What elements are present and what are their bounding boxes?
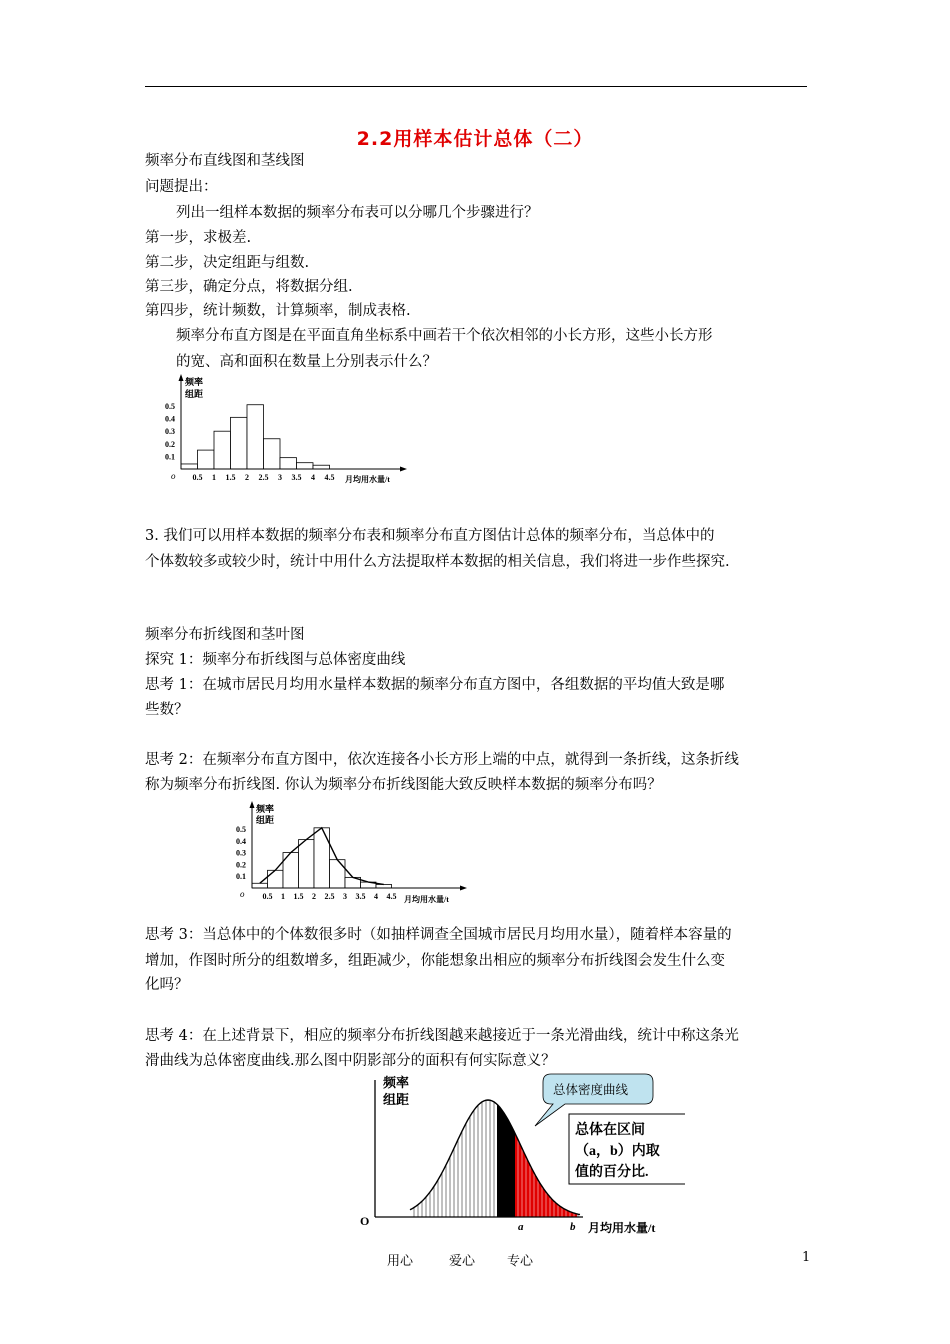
text-line: 频率分布折线图和茎叶图 (145, 627, 305, 643)
x-axis-arrow (460, 886, 467, 891)
histogram-bar (214, 431, 231, 469)
text-line: 频率分布直线图和茎线图 (145, 153, 305, 169)
footer-text: 用心 (387, 1254, 414, 1269)
x-axis-arrow (400, 467, 407, 472)
x-tick-label: 3 (343, 892, 347, 901)
text-line: 第四步，统计频数，计算频率，制成表格. (145, 303, 411, 319)
frequency-polygon-chart (226, 798, 476, 910)
histogram-bar (268, 870, 284, 888)
y-tick-label: 0.2 (165, 439, 175, 449)
histogram-bar (264, 439, 281, 469)
x-tick-label: 3.5 (291, 473, 302, 482)
y-tick-label: 0.2 (236, 860, 246, 870)
histogram-bar (297, 463, 314, 469)
y-tick-label: 0.5 (236, 825, 246, 834)
histogram-bar (231, 417, 248, 469)
ylabel-bottom: 组距 (383, 1092, 410, 1107)
histogram-bar (198, 450, 215, 469)
origin-label: O (360, 1214, 370, 1228)
histogram-bar (181, 464, 198, 469)
histogram-bar (280, 458, 297, 469)
text-line: 思考 3：当总体中的个体数很多时（如抽样调查全国城市居民月均用水量），随着样本容量的 (145, 927, 732, 943)
text-line: 些数？ (145, 702, 189, 718)
info-line-2: （a，b）内取 (575, 1144, 660, 1159)
text-line: 称为频率分布折线图. 你认为频率分布折线图能大致反映样本数据的频率分布吗？ (145, 777, 662, 793)
histogram-bar (330, 860, 346, 888)
histogram-bar (252, 883, 268, 888)
a-label: a (518, 1221, 524, 1233)
x-tick-label: 2 (312, 892, 316, 901)
x-tick-label: 4.5 (324, 473, 335, 482)
x-tick-label: 1.5 (293, 892, 304, 901)
page-title: 2.2用样本估计总体（二） (356, 128, 594, 150)
density-curve (410, 1100, 580, 1215)
b-label: b (570, 1221, 576, 1233)
y-axis-arrow (179, 374, 184, 381)
info-line-3: 值的百分比. (575, 1165, 649, 1180)
x-tick-label: 0.5 (262, 892, 273, 901)
x-tick-label: 2 (245, 473, 249, 482)
frequency-histogram (155, 372, 420, 487)
x-axis-label: 月均用水量/t (404, 895, 449, 904)
x-tick-label: 4 (311, 473, 315, 482)
x-axis-label: 月均用水量/t (588, 1221, 656, 1235)
text-line: 列出一组样本数据的频率分布表可以分哪几个步骤进行？ (176, 205, 539, 221)
histogram-bar (314, 828, 330, 888)
y-tick-label: 0.4 (165, 414, 175, 424)
ylabel-top: 频率 (383, 1075, 410, 1090)
text-line: 思考 1：在城市居民月均用水量样本数据的频率分布直方图中，各组数据的平均值大致是哪 (145, 677, 725, 693)
y-tick-label: 0.3 (165, 427, 175, 437)
origin-label: o (240, 889, 245, 899)
ylabel-top: 频率 (185, 377, 204, 387)
ylabel-bottom: 组距 (185, 389, 204, 399)
text-line: 增加，作图时所分的组数增多，组距减少，你能想象出相应的频率分布折线图会发生什么变 (145, 953, 725, 969)
dark-band (497, 1104, 515, 1217)
text-line: 3. 我们可以用样本数据的频率分布表和频率分布直方图估计总体的频率分布，当总体中的 (145, 528, 715, 544)
histogram-bar (247, 405, 264, 469)
text-line: 问题提出： (145, 179, 218, 195)
page-number: 1 (802, 1250, 811, 1265)
text-line: 的宽、高和面积在数量上分别表示什么？ (176, 354, 437, 370)
info-line-1: 总体在区间 (575, 1123, 645, 1138)
x-tick-label: 1 (212, 473, 216, 482)
text-line: 化吗？ (145, 977, 189, 993)
text-line: 第二步，决定组距与组数. (145, 255, 310, 271)
x-tick-label: 4.5 (386, 892, 397, 901)
x-axis-label: 月均用水量/t (345, 475, 390, 484)
header-rule (145, 86, 807, 87)
x-tick-label: 3 (278, 473, 282, 482)
footer-text: 专心 (507, 1254, 534, 1269)
text-line: 第三步，确定分点，将数据分组. (145, 279, 353, 295)
histogram-bar (313, 465, 330, 469)
x-tick-label: 2.5 (324, 892, 335, 901)
footer-text: 爱心 (449, 1254, 476, 1269)
y-tick-label: 0.1 (236, 872, 246, 882)
ylabel-top: 频率 (256, 804, 275, 814)
x-tick-label: 1.5 (225, 473, 236, 482)
text-line: 频率分布直方图是在平面直角坐标系中画若干个依次相邻的小长方形，这些小长方形 (176, 328, 713, 344)
x-tick-label: 1 (281, 892, 285, 901)
y-tick-label: 0.4 (236, 836, 246, 846)
x-tick-label: 4 (374, 892, 378, 901)
text-line: 思考 2：在频率分布直方图中，依次连接各小长方形上端的中点，就得到一条折线，这条折线 (145, 752, 739, 768)
y-tick-label: 0.3 (236, 848, 246, 858)
density-curve-figure (355, 1070, 685, 1242)
histogram-bar (376, 884, 392, 888)
x-tick-label: 3.5 (355, 892, 366, 901)
y-axis-arrow (250, 801, 255, 808)
origin-label: o (171, 471, 176, 481)
ylabel-bottom: 组距 (256, 815, 275, 825)
x-tick-label: 2.5 (258, 473, 269, 482)
x-tick-label: 0.5 (192, 473, 203, 482)
text-line: 个体数较多或较少时，统计中用什么方法提取样本数据的相关信息，我们将进一步作些探究. (145, 554, 730, 570)
text-line: 第一步，求极差. (145, 230, 252, 246)
text-line: 滑曲线为总体密度曲线.那么图中阴影部分的面积有何实际意义？ (145, 1053, 556, 1069)
histogram-bar (299, 840, 315, 888)
callout-text: 总体密度曲线 (553, 1083, 629, 1097)
y-tick-label: 0.5 (165, 402, 175, 411)
text-line: 思考 4：在上述背景下，相应的频率分布折线图越来越接近于一条光滑曲线，统计中称这条光 (145, 1028, 739, 1044)
y-tick-label: 0.1 (165, 452, 175, 462)
text-line: 探究 1：频率分布折线图与总体密度曲线 (145, 652, 406, 668)
